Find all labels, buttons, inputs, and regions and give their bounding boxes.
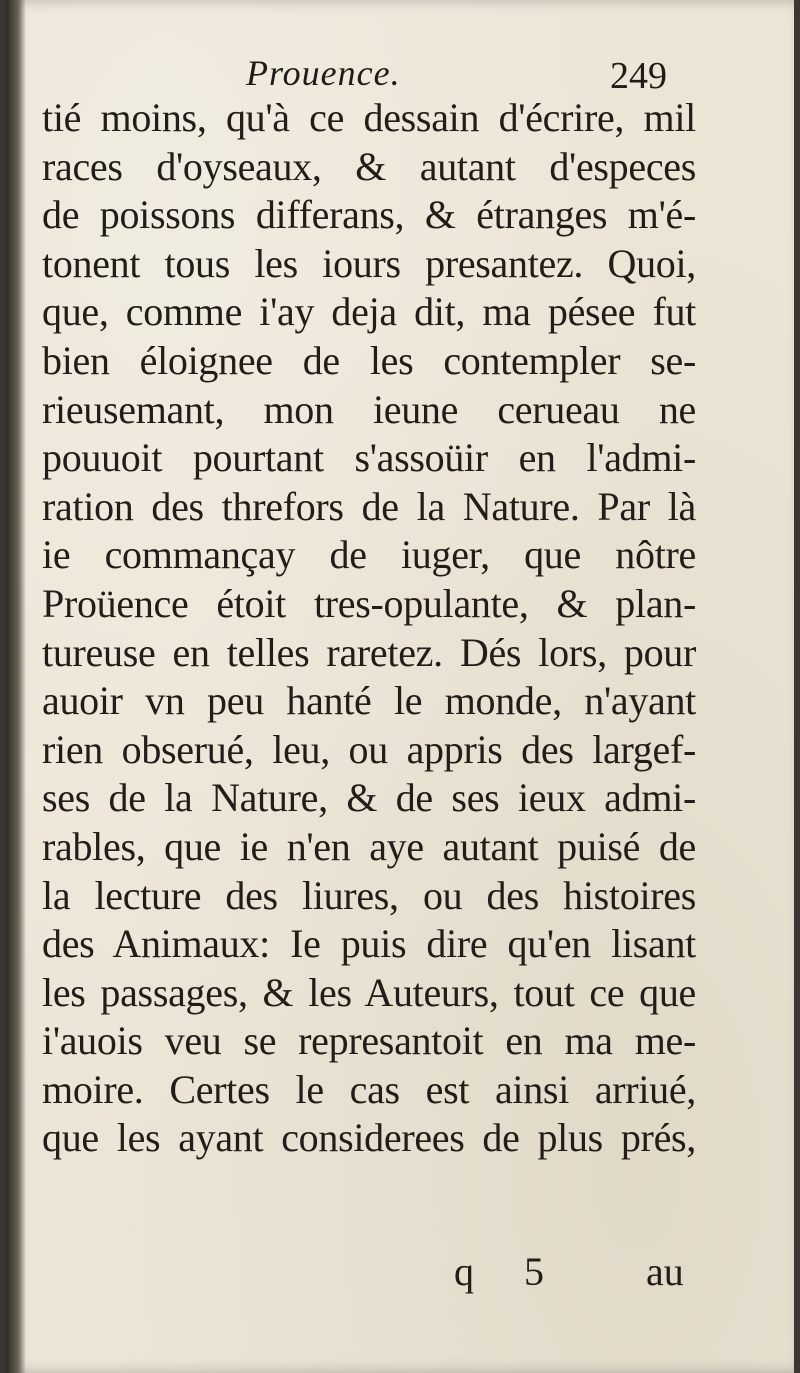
book-page	[6, 0, 794, 1373]
text-line: rien obserué, leu, ou appris des largef-	[42, 726, 696, 772]
text-line: tonent tous les iours presantez. Quoi,	[42, 240, 696, 286]
text-line: moire. Certes le cas est ainsi arriué,	[42, 1066, 696, 1112]
text-line: i'auois veu se represantoit en ma me-	[42, 1018, 696, 1064]
text-line: races d'oyseaux, & autant d'especes	[42, 143, 696, 189]
page-number: 249	[610, 55, 667, 97]
text-line: les passages, & les Auteurs, tout ce que	[42, 969, 696, 1015]
text-line: la lecture des liures, ou des histoires	[42, 872, 696, 918]
catchword: au	[646, 1249, 684, 1294]
text-line: rieusemant, mon ieune cerueau ne	[42, 386, 696, 432]
body-text	[42, 94, 696, 1163]
text-line: ration des threfors de la Nature. Par là	[42, 483, 696, 529]
text-line: bien éloignee de les contempler se-	[42, 337, 696, 383]
text-line: ses de la Nature, & de ses ieux admi-	[42, 775, 696, 821]
page-gutter	[6, 0, 26, 1373]
text-line: pouuoit pourtant s'assoüir en l'admi-	[42, 435, 696, 481]
running-head: Prouence.	[246, 53, 401, 93]
text-line: des Animaux: Ie puis dire qu'en lisant	[42, 921, 696, 967]
text-line: auoir vn peu hanté le monde, n'ayant	[42, 678, 696, 724]
text-line: que les ayant considerees de plus prés,	[42, 1115, 696, 1161]
text-line: Proüence étoit tres-opulante, & plan-	[42, 580, 696, 626]
text-line: rables, que ie n'en aye autant puisé de	[42, 823, 696, 869]
text-line: que, comme i'ay deja dit, ma pésee fut	[42, 289, 696, 335]
text-line: de poissons differans, & étranges m'é-	[42, 192, 696, 238]
text-line: tureuse en telles raretez. Dés lors, pour	[42, 629, 696, 675]
text-line: ie commançay de iuger, que nôtre	[42, 532, 696, 578]
signature-mark: q 5	[454, 1249, 564, 1294]
text-line: tié moins, qu'à ce dessain d'écrire, mil	[42, 95, 696, 140]
page-footer	[6, 1248, 794, 1308]
